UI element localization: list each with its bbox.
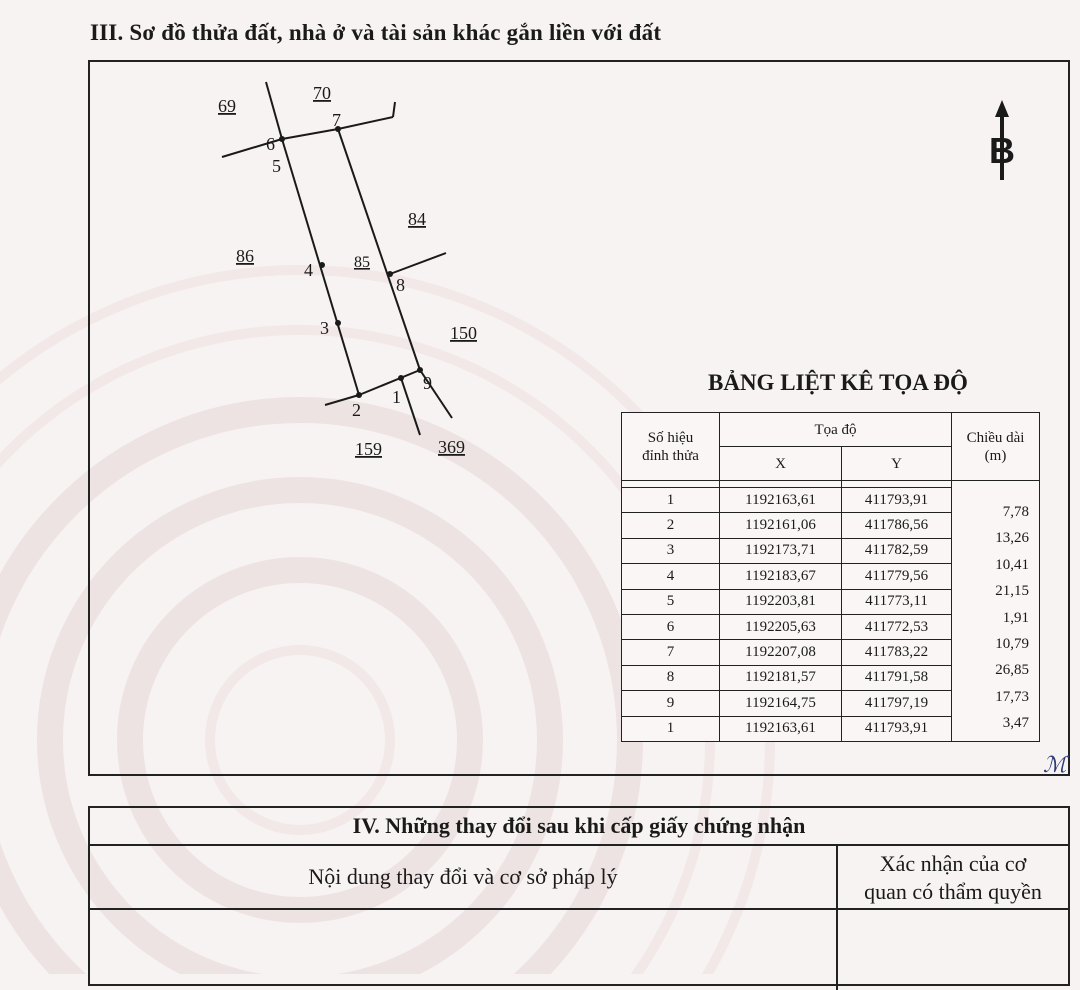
- header-coordinates: Tọa độ: [720, 413, 952, 447]
- coordinate-cell-x: 1192163,61: [720, 716, 842, 741]
- point-label: 7: [332, 110, 341, 130]
- coordinate-cell-x: 1192181,57: [720, 665, 842, 690]
- confirm-line-2: quan có thẩm quyền: [864, 879, 1042, 904]
- coordinate-cell-point: 6: [622, 614, 720, 639]
- neighbor-line-69-70: [266, 82, 282, 139]
- column-change-content: Nội dung thay đổi và cơ sở pháp lý: [90, 846, 838, 908]
- header-x: X: [720, 447, 842, 481]
- section4-changes: [88, 806, 1070, 986]
- column-authority-confirmation: [838, 846, 1068, 908]
- point-label: 1: [392, 387, 401, 407]
- vertex-1: [398, 375, 404, 381]
- segment-length: 10,41: [995, 556, 1030, 573]
- coordinate-cell-point: 1: [622, 716, 720, 741]
- neighbor-parcel-number: 85: [354, 254, 370, 271]
- segment-length: 13,26: [995, 530, 1030, 547]
- segment-length: 10,79: [995, 636, 1030, 653]
- header-length-unit: (m): [984, 447, 1007, 464]
- coordinate-cell-y: 411782,59: [842, 538, 952, 563]
- vertex-3: [335, 320, 341, 326]
- coordinate-table-title: BẢNG LIỆT KÊ TỌA ĐỘ: [708, 370, 968, 395]
- neighbor-line-70-84: [338, 117, 393, 129]
- neighbor-parcel-number: 69: [218, 96, 236, 116]
- segment-length: 17,73: [995, 688, 1030, 705]
- coordinate-cell-y: 411793,91: [842, 716, 952, 741]
- coordinate-cell-x: 1192205,63: [720, 614, 842, 639]
- segment-length: 7,78: [1002, 504, 1030, 520]
- coordinate-cell-point: 4: [622, 564, 720, 589]
- coordinate-cell-x: 1192173,71: [720, 538, 842, 563]
- neighbor-parcel-number: 150: [450, 323, 477, 343]
- neighbor-line-84-150: [390, 253, 446, 274]
- point-label: 5: [272, 156, 281, 176]
- boundary-east: [338, 129, 420, 370]
- segment-length: 3,47: [1002, 715, 1030, 732]
- neighbor-parcel-number: 86: [236, 246, 254, 266]
- vertex-2: [356, 392, 362, 398]
- boundary-north: [282, 129, 338, 139]
- point-label: 2: [352, 400, 361, 420]
- coordinate-cell-point: 7: [622, 640, 720, 665]
- coordinate-cell-x: 1192161,06: [720, 513, 842, 538]
- neighbor-parcel-number: 70: [313, 83, 331, 103]
- point-label: 8: [396, 275, 405, 295]
- header-length: [952, 413, 1040, 481]
- signature-initials: ℳ: [1043, 752, 1067, 777]
- change-content-cell: [90, 910, 838, 990]
- point-label: 3: [320, 318, 329, 338]
- header-length-label: Chiều dài: [966, 429, 1025, 446]
- neighbor-line-70-tick: [393, 102, 395, 117]
- neighbor-parcel-number: 159: [355, 439, 382, 459]
- point-label: 9: [423, 373, 432, 393]
- coordinate-cell-point: 3: [622, 538, 720, 563]
- coordinate-table: [621, 412, 1040, 742]
- vertex-8: [387, 271, 393, 277]
- segment-length: 26,85: [995, 662, 1030, 679]
- coordinate-cell-point: 2: [622, 513, 720, 538]
- coordinate-cell-point: 1: [622, 488, 720, 513]
- neighbor-line-369-west: [401, 378, 420, 435]
- coordinate-cell-x: 1192207,08: [720, 640, 842, 665]
- neighbor-parcel-number: 369: [438, 437, 465, 457]
- coordinate-cell-x: 1192164,75: [720, 691, 842, 716]
- coordinate-cell-x: 1192183,67: [720, 564, 842, 589]
- coordinate-cell-point: 9: [622, 691, 720, 716]
- header-point-no: Số hiệu đỉnh thửa: [622, 413, 720, 481]
- coordinate-cell-y: 411772,53: [842, 614, 952, 639]
- coordinate-cell-y: 411797,19: [842, 691, 952, 716]
- coordinate-cell-x: 1192163,61: [720, 488, 842, 513]
- segment-length: 21,15: [995, 583, 1030, 600]
- section3-title: III. Sơ đồ thửa đất, nhà ở và tài sản khác gắn liền với đất: [90, 20, 662, 45]
- neighbor-parcel-number: 84: [408, 209, 426, 229]
- header-y: Y: [842, 447, 952, 481]
- coordinate-cell-y: 411779,56: [842, 564, 952, 589]
- north-arrow-icon: [989, 100, 1015, 180]
- vertex-4: [319, 262, 325, 268]
- confirm-line-1: Xác nhận của cơ: [879, 851, 1027, 876]
- coordinate-cell-y: 411783,22: [842, 640, 952, 665]
- section4-title: IV. Những thay đổi sau khi cấp giấy chứng nhận: [90, 808, 1068, 846]
- point-label: 4: [304, 260, 313, 280]
- svg-text:B: B: [989, 130, 1015, 171]
- segment-length: 1,91: [1002, 609, 1030, 626]
- coordinate-cell-y: 411791,58: [842, 665, 952, 690]
- coordinate-cell-x: 1192203,81: [720, 589, 842, 614]
- coordinate-cell-y: 411793,91: [842, 488, 952, 513]
- coordinate-cell-y: 411773,11: [842, 589, 952, 614]
- coordinate-cell-y: 411786,56: [842, 513, 952, 538]
- length-column: [952, 481, 1040, 742]
- boundary-south: [359, 370, 420, 395]
- coordinate-cell-point: 8: [622, 665, 720, 690]
- point-label: 6: [266, 134, 275, 154]
- coordinate-cell-point: 5: [622, 589, 720, 614]
- vertex-6: [279, 136, 285, 142]
